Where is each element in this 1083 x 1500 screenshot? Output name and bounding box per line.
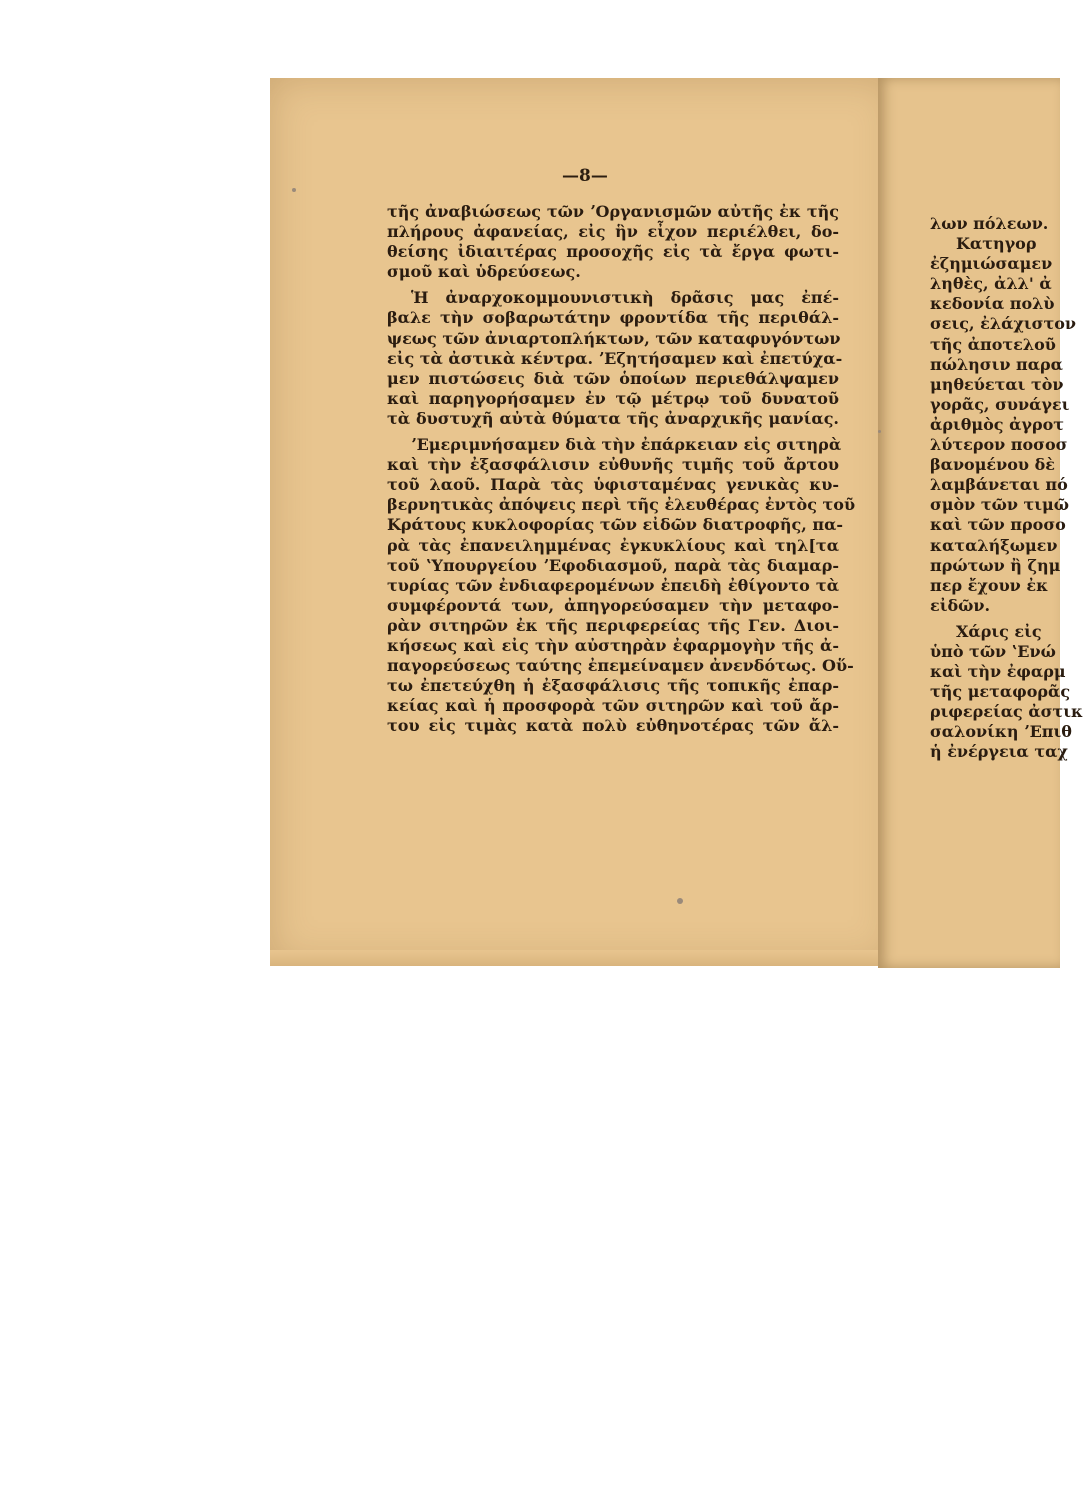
text-line: κήσεως καὶ εἰς τὴν αὐστηρὰν ἐφαρμογὴν τῆς ἀ- [387, 635, 839, 655]
text-line: τοῦ ʽΥπουργείου ʼΕφοδιασμοῦ, παρὰ τὰς διαμαρ- [387, 555, 839, 575]
text-line: Χάρις εἰς [956, 621, 1042, 641]
text-line: ἡ ἐνέργεια ταχ [930, 742, 1068, 762]
speck [292, 188, 296, 192]
text-line: σμοῦ καὶ ὑδρεύσεως. [387, 262, 581, 282]
text-line: Κράτους κυκλοφορίας τῶν εἰδῶν διατροφῆς, πα- [387, 515, 844, 535]
text-line: παγορεύσεως ταύτης ἐπεμείναμεν ἀνενδότως. Οὕ- [387, 656, 854, 676]
text-line: μεν πιστώσεις διὰ τῶν ὁποίων περιεθάλψαμεν [387, 368, 839, 388]
text-line: γορᾶς, συνάγει [930, 394, 1070, 414]
text-line: σμὸν τῶν τιμῶ [930, 495, 1069, 515]
text-line: εἰς τὰ ἀστικὰ κέντρα. ʼΕζητήσαμεν καὶ ἐπετύχα- [387, 348, 843, 368]
text-line: τω ἐπετεύχθη ἡ ἐξασφάλισις τῆς τοπικῆς ἐπαρ- [387, 676, 839, 696]
text-line: ληθὲς, ἀλλ' ἀ [930, 274, 1052, 294]
text-line: περ ἔχουν ἐκ [930, 575, 1049, 595]
text-line: πώλησιν παρα [930, 354, 1063, 374]
page-number: —8— [562, 166, 608, 186]
text-line: ριφερείας ἀστικ [930, 702, 1083, 722]
text-line: τὰ δυστυχῆ αὐτὰ θύματα τῆς ἀναρχικῆς μανίας. [387, 408, 839, 428]
text-line: ψεως τῶν ἀνιαρτοπλήκτων, τῶν καταφυγόντων [387, 328, 841, 348]
text-line: πρώτων ἢ ζημ [930, 555, 1061, 575]
text-line: βαλε τὴν σοβαρωτάτην φροντίδα τῆς περιθάλ- [387, 308, 839, 328]
left-column-text [387, 202, 856, 736]
text-line: κεδονία πολὺ [930, 294, 1055, 314]
speck [878, 430, 881, 433]
text-line: λύτερον ποσοσ [930, 435, 1068, 455]
text-line: ἀριθμὸς ἀγροτ [930, 414, 1065, 434]
text-line: Κατηγορ [956, 234, 1037, 254]
text-line: τῆς μεταφορᾶς [930, 682, 1071, 702]
right-column-text [930, 214, 1083, 763]
text-line: σεις, ἐλάχιστον [930, 314, 1077, 334]
text-line: εἰδῶν. [930, 595, 991, 615]
text-line: Ἡ ἀναρχοκομμουνιστικὴ δρᾶσις μας ἐπέ- [411, 288, 839, 308]
text-line: τῆς ἀποτελοῦ [930, 334, 1056, 354]
text-line: καὶ παρηγορήσαμεν ἐν τῷ μέτρῳ τοῦ δυνατοῦ [387, 388, 839, 408]
page-bottom-edge [270, 950, 880, 966]
text-line: τοῦ λαοῦ. Παρὰ τὰς ὑφισταμένας γενικὰς κυ- [387, 475, 839, 495]
text-line: ρὰ τὰς ἐπανειλημμένας ἐγκυκλίους καὶ τηλ[τα [387, 535, 839, 555]
text-line: ʼΕμεριμνήσαμεν διὰ τὴν ἐπάρκειαν εἰς σιτηρὰ [411, 435, 842, 455]
text-line: λων πόλεων. [930, 214, 1049, 233]
text-line: βερνητικὰς ἀπόψεις περὶ τῆς ἐλευθέρας ἐντὸς τοῦ [387, 495, 856, 515]
text-line: τυρίας τῶν ἐνδιαφερομένων ἐπειδὴ ἐθίγοντο τὰ [387, 575, 839, 595]
speck [677, 898, 683, 904]
text-line: θείσης ἰδιαιτέρας προσοχῆς εἰς τὰ ἔργα φωτι- [387, 242, 839, 262]
text-line: καὶ τῶν προσο [930, 515, 1066, 535]
text-line: ὑπὸ τῶν ʽΕνώ [930, 641, 1056, 661]
text-line: ἐζημιώσαμεν [930, 254, 1053, 274]
text-line: μηθεύεται τὸν [930, 374, 1064, 394]
text-line: κείας καὶ ἡ προσφορὰ τῶν σιτηρῶν καὶ τοῦ ἄρ- [387, 696, 839, 716]
text-line: καταλήξωμεν [930, 535, 1058, 555]
text-line: βανομένου δὲ [930, 455, 1055, 475]
text-line: συμφέροντά των, ἀπηγορεύσαμεν τὴν μεταφο- [387, 595, 839, 615]
text-line: ρὰν σιτηρῶν ἐκ τῆς περιφερείας τῆς Γεν. Διοι- [387, 615, 839, 635]
text-line: σαλονίκη ʼΕπιθ [930, 722, 1072, 742]
text-line: καὶ τὴν ἐφαρμ [930, 662, 1066, 682]
text-line: του εἰς τιμὰς κατὰ πολὺ εὐθηνοτέρας τῶν ἄλ- [387, 716, 839, 736]
text-line: πλήρους ἀφανείας, εἰς ἣν εἶχον περιέλθει, δο- [387, 222, 839, 242]
text-line: καὶ τὴν ἐξασφάλισιν εὐθυνῆς τιμῆς τοῦ ἄρτου [387, 455, 839, 475]
text-line: τῆς ἀναβιώσεως τῶν ʼΟργανισμῶν αὐτῆς ἐκ τῆς [387, 202, 839, 221]
text-line: λαμβάνεται πό [930, 475, 1068, 495]
